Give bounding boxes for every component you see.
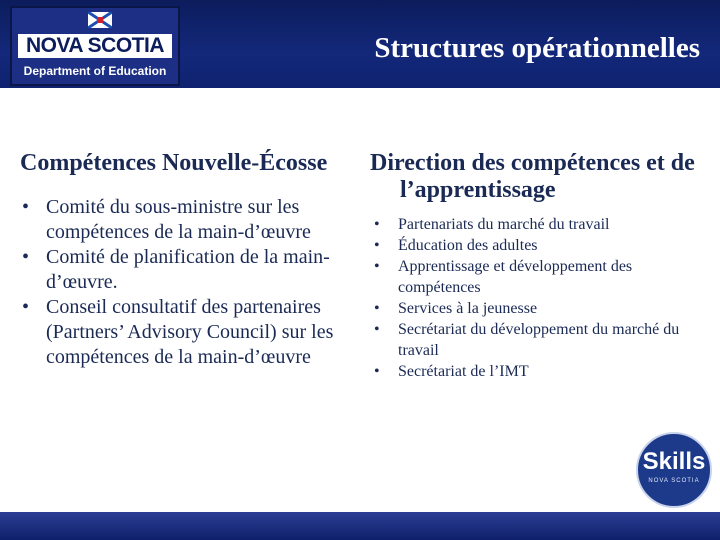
nova-scotia-logo bbox=[10, 6, 180, 86]
page-title: Structures opérationnelles bbox=[374, 32, 700, 64]
bullet-icon: • bbox=[22, 196, 30, 218]
skills-logo-word: Skills bbox=[642, 448, 706, 475]
list-item-text: Secrétariat du développement du marché du travail bbox=[398, 321, 680, 359]
list-item bbox=[20, 245, 360, 295]
list-item bbox=[370, 361, 710, 382]
left-bullet-list bbox=[20, 195, 360, 370]
bullet-icon: • bbox=[374, 258, 380, 275]
bullet-icon: • bbox=[374, 216, 380, 233]
right-column-heading: Direction des compétences et de l’apprentissage bbox=[370, 150, 695, 203]
list-item bbox=[370, 256, 710, 298]
skills-logo-subtitle: NOVA SCOTIA bbox=[648, 478, 700, 484]
list-item bbox=[370, 214, 710, 235]
bullet-icon: • bbox=[374, 321, 380, 338]
list-item-text: Services à la jeunesse bbox=[398, 300, 538, 317]
list-item bbox=[370, 235, 710, 256]
flag-icon bbox=[88, 12, 112, 28]
bullet-icon: • bbox=[374, 237, 380, 254]
list-item-text: Comité du sous-ministre sur les compétences de la main-d’œuvre bbox=[46, 196, 311, 243]
list-item bbox=[20, 295, 360, 370]
list-item-text: Apprentissage et développement des compétences bbox=[398, 258, 633, 296]
left-column bbox=[20, 150, 360, 370]
skills-nova-scotia-logo bbox=[636, 432, 712, 508]
list-item-text: Éducation des adultes bbox=[398, 237, 538, 254]
list-item bbox=[370, 298, 710, 319]
right-column bbox=[370, 150, 710, 382]
list-item-text: Partenariats du marché du travail bbox=[398, 216, 610, 233]
bullet-icon: • bbox=[22, 246, 30, 268]
list-item bbox=[20, 195, 360, 245]
list-item-text: Secrétariat de l’IMT bbox=[398, 363, 529, 380]
left-column-heading: Compétences Nouvelle-Écosse bbox=[20, 150, 328, 176]
list-item-text: Conseil consultatif des partenaires (Partners’ Advisory Council) sur les compétences de la main-d’œuvre bbox=[46, 296, 334, 368]
footer-bar bbox=[0, 512, 720, 540]
bullet-icon: • bbox=[374, 363, 380, 380]
logo-department: Department of Education bbox=[23, 64, 167, 78]
list-item-text: Comité de planification de la main-d’œuvre. bbox=[46, 246, 330, 293]
header-bar bbox=[0, 0, 720, 88]
right-bullet-list bbox=[370, 214, 710, 382]
bullet-icon: • bbox=[374, 300, 380, 317]
logo-wordmark: NOVA SCOTIA bbox=[18, 34, 172, 58]
list-item bbox=[370, 319, 710, 361]
bullet-icon: • bbox=[22, 296, 30, 318]
